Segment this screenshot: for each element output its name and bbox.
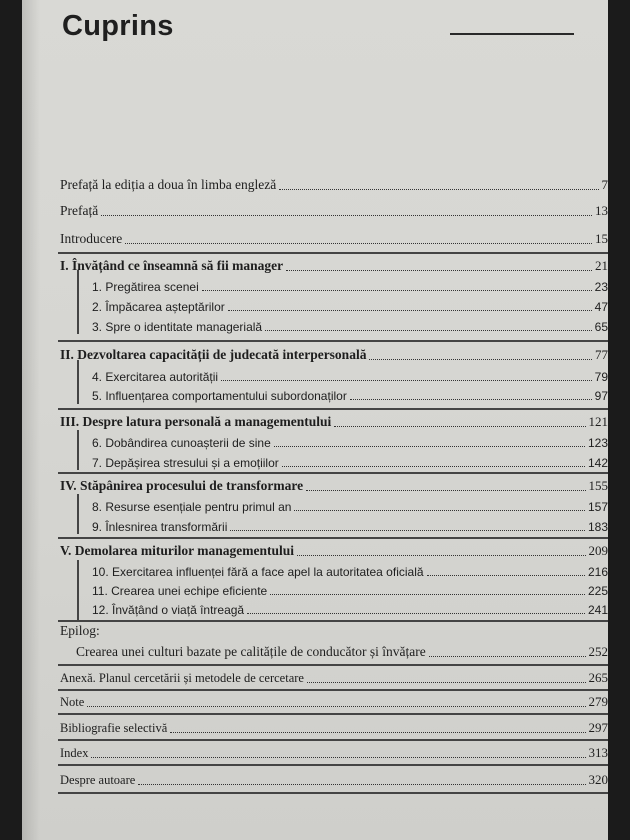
dot-leader [230,530,585,531]
page-number: 123 [587,436,608,450]
dot-leader [91,757,585,758]
dot-leader [429,656,586,657]
book-page [22,0,608,840]
toc-part-1: I. Învățând ce înseamnă să fii manager 21 [60,258,608,273]
dot-leader [294,510,585,511]
toc-entry-epilog: Crearea unei culturi bazate pe calitățile de conducător și învățare 252 [76,644,608,659]
toc-chapter-5: 5. Influențarea comportamentului subordonaților 97 [92,389,608,403]
dot-leader [350,399,592,400]
section-divider [58,792,608,794]
section-side-rule [77,270,79,334]
page-number: 320 [588,772,608,787]
section-divider [58,340,608,342]
page-number: 157 [587,500,608,514]
page-number: 121 [588,414,608,429]
page-title: Cuprins [62,10,174,42]
page-number: 21 [595,258,608,273]
toc-chapter-9: 9. Înlesnirea transformării 183 [92,520,608,534]
dot-leader [101,215,592,216]
dot-leader [202,290,592,291]
page-number: 279 [588,694,608,709]
dot-leader [138,784,585,785]
toc-chapter-2: 2. Împăcarea așteptărilor 47 [92,300,608,314]
toc-entry-introduction: Introducere 15 [60,231,608,246]
section-divider [58,664,608,666]
page-number: 13 [595,203,608,218]
dot-leader [87,706,585,707]
page-number: 23 [594,280,608,294]
toc-entry-bibliography: Bibliografie selectivă 297 [60,720,608,735]
page-number: 142 [587,456,608,470]
dot-leader [369,359,592,360]
page-number: 155 [588,478,608,493]
toc-chapter-7: 7. Depășirea stresului și a emoțiilor 142 [92,456,608,470]
section-divider [58,472,608,474]
toc-part-5: V. Demolarea miturilor managementului 209 [60,543,608,558]
section-divider [58,252,608,254]
toc-chapter-8: 8. Resurse esențiale pentru primul an 157 [92,500,608,514]
toc-part-4: IV. Stăpânirea procesului de transformare 155 [60,478,608,493]
section-divider [58,689,608,691]
toc-part-3: III. Despre latura personală a managementului 121 [60,414,608,429]
dot-leader [265,330,592,331]
page-number: 65 [594,320,608,334]
page-number: 47 [594,300,608,314]
page-number: 97 [594,389,608,403]
dot-leader [270,594,585,595]
dot-leader [170,732,585,733]
section-divider [58,713,608,715]
toc-entry-index: Index 313 [60,745,608,760]
section-side-rule [77,494,79,534]
toc-chapter-10: 10. Exercitarea influenței fără a face apel la autoritatea oficială 216 [92,565,608,579]
page-number: 297 [588,720,608,735]
dot-leader [286,270,592,271]
section-side-rule [77,560,79,620]
dot-leader [297,555,586,556]
dot-leader [247,613,585,614]
toc-part-2: II. Dezvoltarea capacității de judecată interpersonală 77 [60,347,608,362]
dot-leader [274,446,585,447]
page-number: 241 [587,603,608,617]
page-number: 209 [588,543,608,558]
section-divider [58,739,608,741]
section-side-rule [77,360,79,404]
toc-chapter-3: 3. Spre o identitate managerială 65 [92,320,608,334]
toc-entry-annex: Anexă. Planul cercetării și metodele de cercetare 265 [60,670,608,685]
page-edge-shadow [22,0,40,840]
page-number: 7 [601,177,608,192]
page-number: 15 [595,231,608,246]
dot-leader [125,243,592,244]
toc-entry-about-author: Despre autoare 320 [60,772,608,787]
toc-entry-notes: Note 279 [60,694,608,709]
dot-leader [427,575,585,576]
dot-leader [221,380,592,381]
dot-leader [306,490,585,491]
section-divider [58,620,608,622]
epilog-heading: Epilog: [60,623,100,638]
section-divider [58,537,608,539]
toc-chapter-4: 4. Exercitarea autorității 79 [92,370,608,384]
page-number: 183 [587,520,608,534]
toc-chapter-11: 11. Crearea unei echipe eficiente 225 [92,584,608,598]
page-number: 79 [594,370,608,384]
section-divider [58,764,608,766]
page-number: 313 [588,745,608,760]
toc-chapter-1: 1. Pregătirea scenei 23 [92,280,608,294]
page-number: 265 [588,670,608,685]
dot-leader [228,310,592,311]
table-of-contents [22,0,608,840]
page-number: 216 [587,565,608,579]
page-number: 252 [588,644,608,659]
toc-entry-preface: Prefață 13 [60,203,608,218]
toc-chapter-6: 6. Dobândirea cunoașterii de sine 123 [92,436,608,450]
section-side-rule [77,430,79,470]
section-divider [58,408,608,410]
dot-leader [282,466,585,467]
dot-leader [334,426,585,427]
page-number: 225 [587,584,608,598]
dot-leader [279,189,598,190]
toc-entry-preface-2nd-ed: Prefață la ediția a doua în limba engleză 7 [60,177,608,192]
toc-chapter-12: 12. Învățând o viață întreagă 241 [92,603,608,617]
dot-leader [307,682,586,683]
page-number: 77 [595,347,608,362]
